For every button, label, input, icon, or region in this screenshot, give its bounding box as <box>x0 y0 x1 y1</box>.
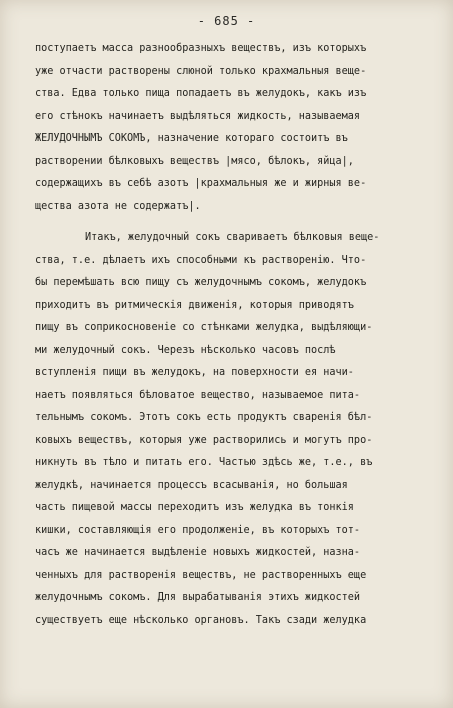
text-line: тельнымъ сокомъ. Этотъ сокъ есть продуктъ сваренія бѣл- <box>35 412 373 423</box>
text-line: ми желудочный сокъ. Черезъ нѣсколько часовъ послѣ <box>35 344 336 356</box>
text-line: существуетъ еще нѣсколько органовъ. Такъ сзади желудка <box>35 614 367 626</box>
text-line: желудочнымъ сокомъ. Для вырабатыванія этихъ жидкостей <box>35 592 361 603</box>
text-line: часъ же начинается выдѣленіе новыхъ жидкостей, назна- <box>35 547 361 558</box>
text-line: наетъ появляться бѣловатое вещество, называемое пита- <box>35 389 361 401</box>
text-line: вступленія пищи въ желудокъ, на поверхности ея начи- <box>35 367 354 378</box>
text-line: часть пищевой массы переходитъ изъ желудка въ тонкія <box>35 502 354 513</box>
text-line: уже отчасти растворены слюной только крахмальныя веще- <box>35 65 367 77</box>
text-line: ковыхъ веществъ, которыя уже растворились и могутъ про- <box>35 434 373 446</box>
text-line: бы перемѣшать всю пищу съ желудочнымъ сокомъ, желудокъ <box>35 277 367 288</box>
body-text <box>35 38 435 632</box>
text-line: пищу въ соприкосновеніе со стѣнками желудка, выдѣляющи- <box>35 322 373 333</box>
text-line: кишки, составляющія его продолженіе, въ которыхъ тот- <box>35 524 361 536</box>
text-line: ства, т.е. дѣлаетъ ихъ способными къ растворенію. Что- <box>35 254 367 266</box>
text-line: его стѣнокъ начинаетъ выдѣляться жидкость, называемая <box>35 110 361 122</box>
text-line: ченныхъ для растворенія веществъ, не растворенныхъ еще <box>35 569 367 581</box>
text-line: ЖЕЛУДОЧНЫМЪ СОКОМЪ, назначение котораго состоитъ въ <box>35 133 348 144</box>
text-line: никнуть въ тѣло и питать его. Частью здѣсь же, т.е., въ <box>35 457 373 468</box>
text-line: Итакъ, желудочный сокъ свариваетъ бѣлковыя веще- <box>85 232 380 243</box>
text-line: ства. Едва только пища попадаетъ въ желудокъ, какъ изъ <box>35 88 367 99</box>
paragraph-gap <box>35 218 435 227</box>
text-line: щества азота не содержатъ|. <box>35 200 201 212</box>
text-line: желудкѣ, начинается процессъ всасыванія, но большая <box>35 479 348 491</box>
text-line: приходитъ въ ритмическія движенія, которыя приводятъ <box>35 299 354 311</box>
text-line: поступаетъ масса разнообразныхъ веществъ, изъ которыхъ <box>35 43 367 54</box>
page-number: - 685 - <box>197 14 256 28</box>
text-line: содержащихъ въ себѣ азотъ |крахмальныя же и жирныя ве- <box>35 178 367 189</box>
text-line: растворении бѣлковыхъ веществъ |мясо, бѣлокъ, яйца|, <box>35 155 354 167</box>
